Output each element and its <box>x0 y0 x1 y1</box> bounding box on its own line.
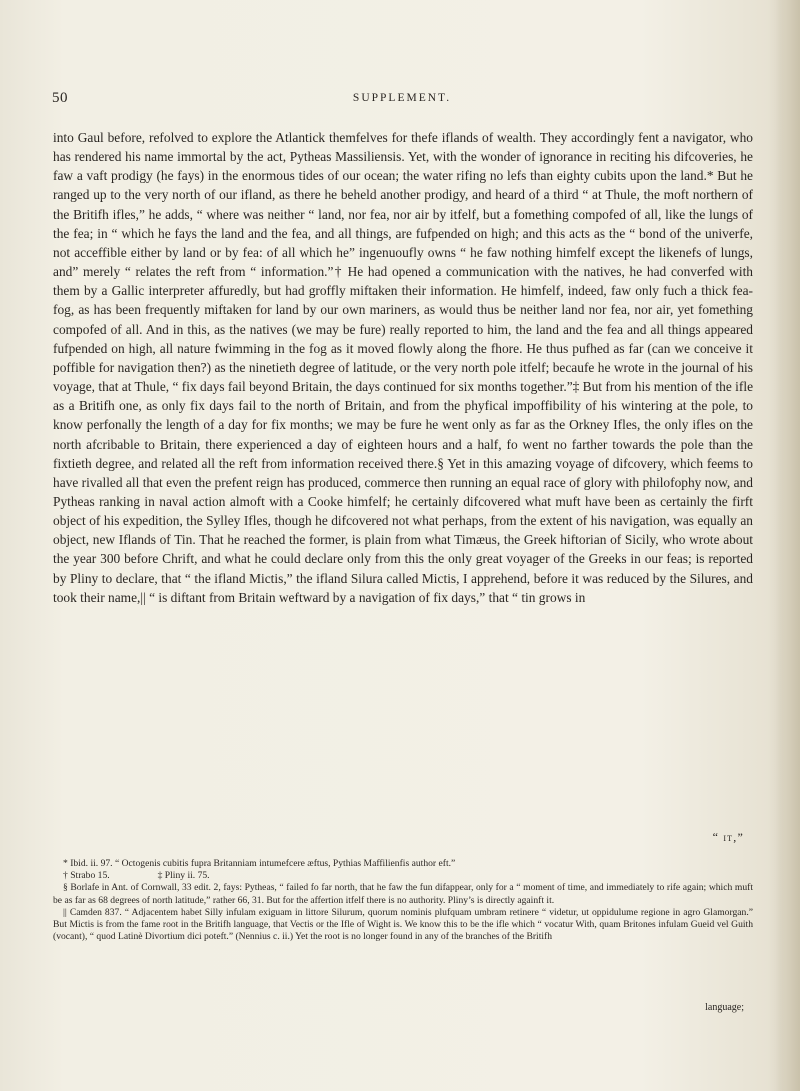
footnote-catchword: language; <box>705 1002 744 1013</box>
footnote: § Borlafe in Ant. of Cornwall, 33 edit. 2, fays: Pytheas, “ failed fo far north, that he faw the fun difappear, only for a “ moment of time, and immediately to rife again; which muft be as far as 68 degrees of north latitude,” rather 66, 31. But for the affertion itfelf there is no authority. Pliny’s is directly againft it. <box>53 882 753 906</box>
footnote: * Ibid. ii. 97. “ Octogenis cubitis fupra Britanniam intumefcere æftus, Pythias Maffilienfis author eft.” <box>63 858 456 869</box>
footnote: || Camden 837. “ Adjacentem habet Silly infulam exiguam in littore Silurum, quorum nominis plufquam umbram retinere “ videtur, ut oppidulume regione in agro Glamorgan.” But Mictis is from the fame root in the Britifh language, that Vectis or the Ifle of Wight is. We know this to be the ifle which “ vocatur With, quam Britones infulam Gueid vel Guith (vocant), “ quod Latinè Divortium dici poteft.” (Nennius c. ii.) Yet the root is no longer found in any of the branches of the Britifh <box>53 906 753 943</box>
page-edge-shadow <box>776 0 800 1091</box>
footnotes <box>53 858 753 943</box>
main-text <box>53 128 753 607</box>
running-head: SUPPLEMENT. <box>352 92 452 104</box>
page-header <box>52 90 752 110</box>
catchword: “ it,” <box>712 830 744 844</box>
paragraph: into Gaul before, refolved to explore the Atlantick themfelves for thefe iflands of wealth. They accordingly fent a navigator, who has rendered his name immortal by the act, Pytheas Massiliensis. Yet, with the wonder of ignorance in reciting his difcoveries, he faw a vaft prodigy (he fays) in the enormous tides of our ocean; the water rifing no lefs than eighty cubits upon the land.* But he ranged up to the very north of our ifland, as there he beheld another prodigy, and heard of a third “ at Thule, the moft northern of the Britifh ifles,” he adds, “ where was neither “ land, nor fea, nor air by itfelf, but a fomething compofed of all, like the lungs of the fea; in “ which he fays the land and the fea, and all things, are fufpended on high; and this acts as the “ bond of the univerfe, not acceffible either by land or by fea: of all which he” ingenuoufly owns “ he faw nothing himfelf except the likenefs of lungs, and” merely “ relates the reft from “ information.”† He had opened a communication with the natives, he had converfed with them by a Gallic interpreter affuredly, but had groffly miftaken their information. He himfelf, indeed, faw only fuch a thick fea-fog, as has been frequently miftaken for land by our own mariners, as would thus be neither land nor fea, nor air, yet fomething compofed of all. And in this, as the natives (we may be fure) really reported to him, the land and the fea and all things appeared fufpended on high, all nature fwimming in the fog as it moved flowly along the fhore. He thus pufhed as far (can we conceive it poffible for navigation then?) as the ninetieth degree of latitude, or the very north pole itfelf; becaufe he wrote in the journal of his voyage, that at Thule, “ fix days fail beyond Britain, the days continued for six months together.”‡ But from his mention of the ifle as a Britifh one, as only fix days fail to the north of Britain, and from the phyfical impoffibility of his wintering at the pole, to know perfonally the length of a day for fix months; we may be fure he went only as far as the Orkney Ifles, the only ifles on the north afcribable to Britain, there experienced a day of eighteen hours and a half, fo went no farther towards the pole than the fixtieth degree, and related all the reft from information received there.§ Yet in this amazing voyage of difcovery, which feems to have rivalled all that even the prefent reign has produced, commerce then running an equal race of glory with philofophy now, and Pytheas ranking in naval action almoft with a Cooke himfelf; he certainly difcovered what muft have been as certainly the firft object of his expedition, the Sylley Ifles, though he difcovered not what perhaps, from the extent of his navigation, was equally an object, new Iflands of Tin. That he reached the former, is plain from what Timæus, the Greek hiftorian of Sicily, who wrote about the year 300 before Chrift, and what he could declare only from this the only great voyager of the Greeks in our feas; is reported by Pliny to declare, that “ the ifland Mictis,” the ifland Silura called Mictis, I apprehend, before it was reduced by the Silures, and took their name,|| “ is diftant from Britain weftward by a navigation of fix days,” that “ tin grows in <box>53 130 754 605</box>
footnote: † Strabo 15. ‡ Pliny ii. 75. <box>63 870 210 882</box>
page-number: 50 <box>52 90 68 106</box>
